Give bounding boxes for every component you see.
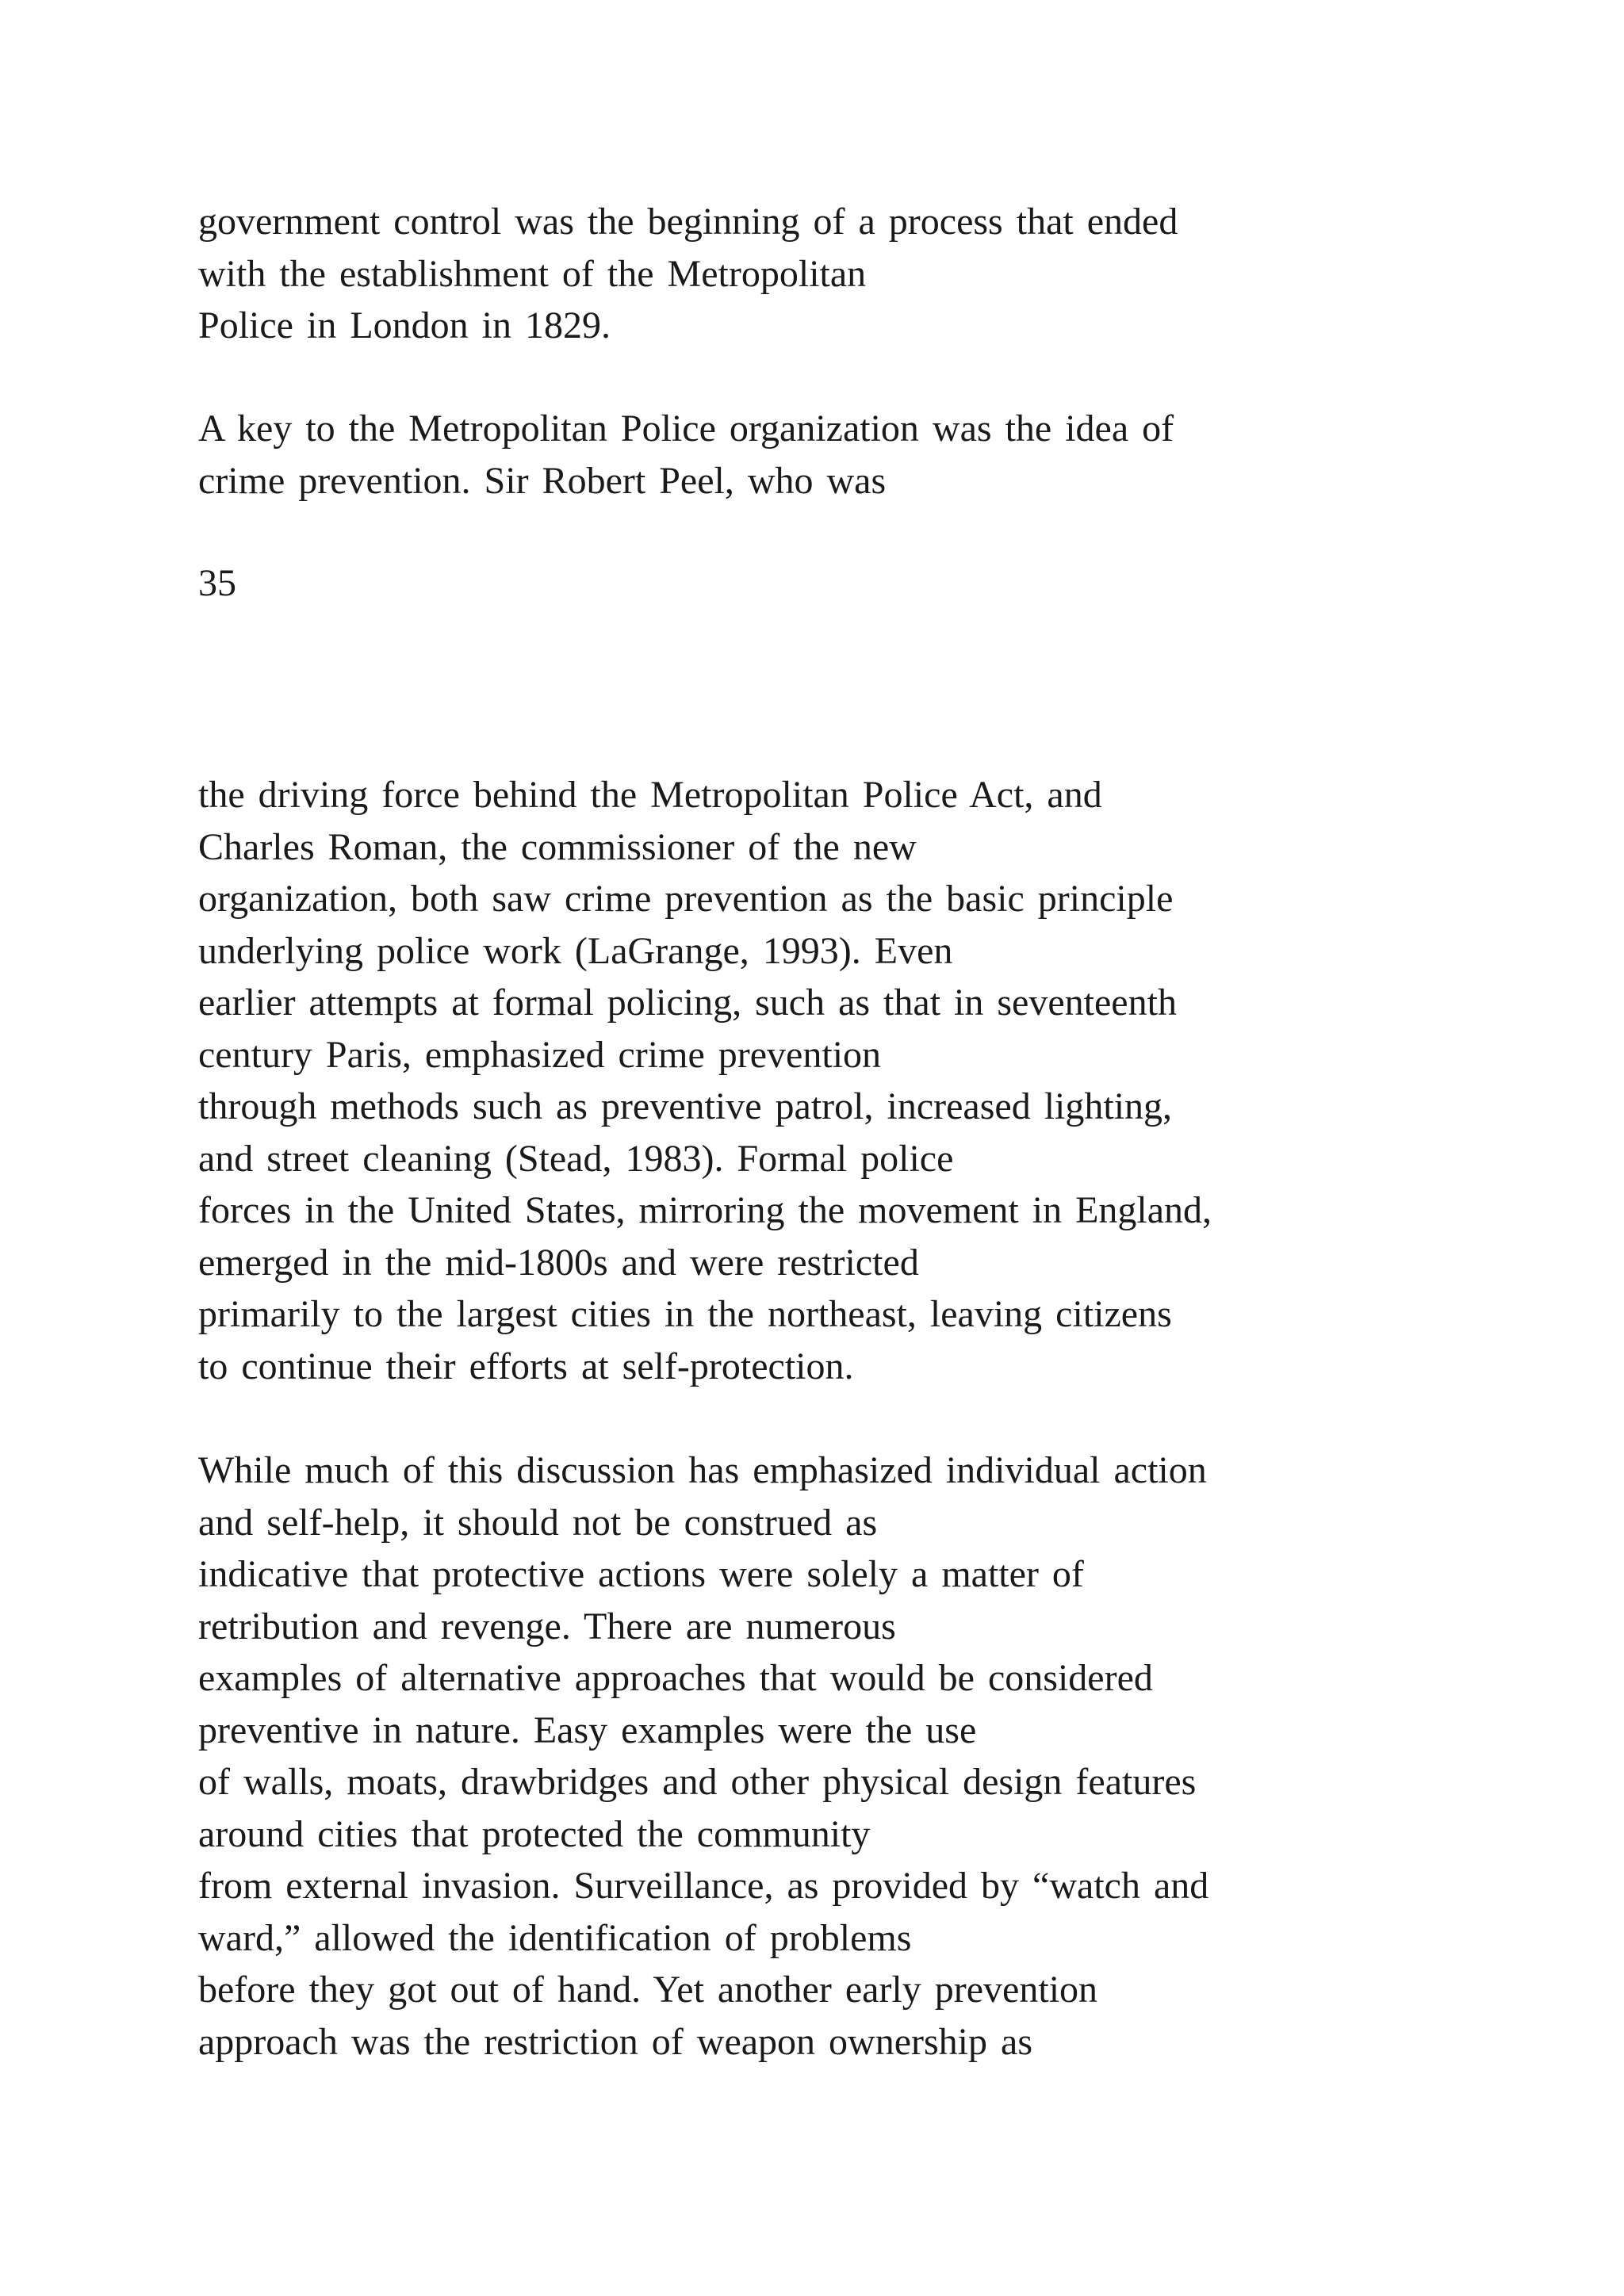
text-line: emerged in the mid-1800s and were restricted	[198, 1241, 919, 1284]
page-number-text: 35	[198, 562, 236, 604]
text-line: ward,” allowed the identification of problems	[198, 1916, 912, 1959]
text-line: around cities that protected the community	[198, 1812, 871, 1855]
text-line: to continue their efforts at self-protection.	[198, 1345, 854, 1387]
text-line: underlying police work (LaGrange, 1993). Even	[198, 929, 953, 972]
text-line: century Paris, emphasized crime prevention	[198, 1033, 882, 1076]
text-line: Charles Roman, the commissioner of the new	[198, 825, 917, 868]
text-line: of walls, moats, drawbridges and other physical design features	[198, 1761, 1197, 1803]
paragraph-alternative-preventive-approaches	[198, 1445, 1515, 2068]
text-line: earlier attempts at formal policing, such as that in seventeenth	[198, 982, 1177, 1024]
text-line: government control was the beginning of a process that ended	[198, 201, 1178, 243]
text-line: preventive in nature. Easy examples were the use	[198, 1709, 977, 1751]
text-line: and street cleaning (Stead, 1983). Formal police	[198, 1137, 954, 1180]
paragraph-crime-prevention-key	[198, 403, 1515, 507]
paragraph-metropolitan-police-origin	[198, 196, 1515, 352]
text-line: examples of alternative approaches that would be considered	[198, 1657, 1153, 1699]
text-line: Police in London in 1829.	[198, 304, 611, 346]
text-line: primarily to the largest cities in the northeast, leaving citizens	[198, 1293, 1172, 1335]
page-number	[198, 557, 1515, 610]
text-line: indicative that protective actions were solely a matter of	[198, 1553, 1084, 1595]
paragraph-peel-and-formal-policing	[198, 769, 1515, 1392]
text-line: with the establishment of the Metropolitan	[198, 252, 867, 295]
text-line: before they got out of hand. Yet another early prevention	[198, 1969, 1098, 2011]
text-line: organization, both saw crime prevention as the basic principle	[198, 878, 1174, 920]
text-line: the driving force behind the Metropolitan Police Act, and	[198, 774, 1102, 816]
text-line: from external invasion. Surveillance, as provided by “watch and	[198, 1865, 1209, 1907]
text-line: While much of this discussion has emphasized individual action	[198, 1449, 1207, 1491]
text-line: through methods such as preventive patrol, increased lighting,	[198, 1085, 1173, 1127]
text-line: crime prevention. Sir Robert Peel, who was	[198, 459, 887, 502]
text-line: approach was the restriction of weapon ownership as	[198, 2020, 1032, 2063]
text-line: forces in the United States, mirroring the movement in England,	[198, 1189, 1212, 1231]
text-line: A key to the Metropolitan Police organization was the idea of	[198, 408, 1174, 450]
text-line: and self-help, it should not be construed as	[198, 1501, 878, 1544]
text-line: retribution and revenge. There are numerous	[198, 1605, 896, 1647]
